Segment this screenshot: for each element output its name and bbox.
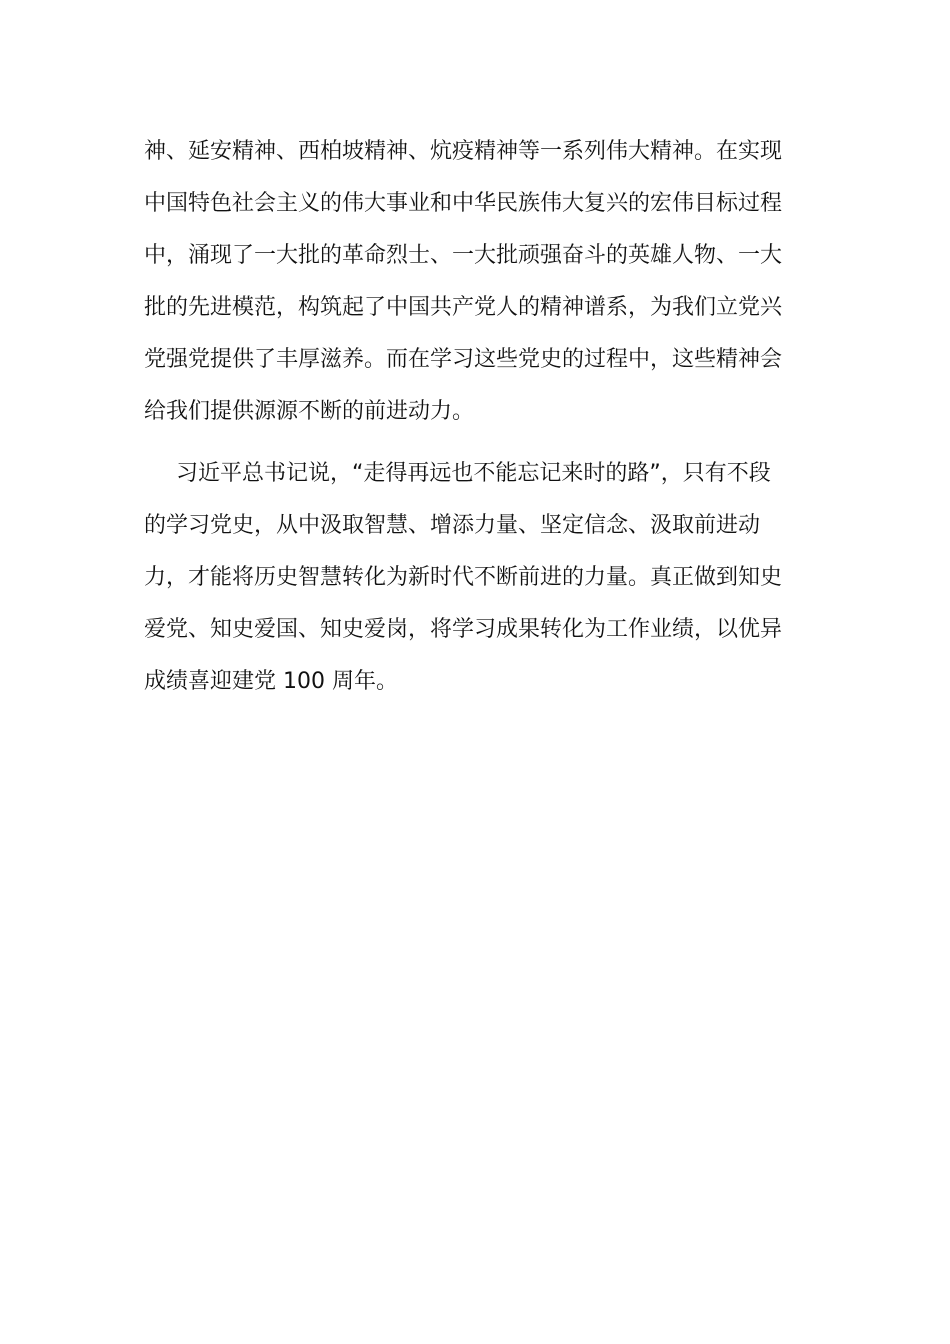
paragraph-2 [144, 452, 808, 712]
text-line: 给我们提供源源不断的前进动力。 [144, 399, 475, 424]
text-line: 党强党提供了丰厚滋养。而在学习这些党史的过程中，这些精神会 [144, 347, 783, 372]
text-line: 神、延安精神、西柏坡精神、炕疫精神等一系列伟大精神。在实现 [144, 139, 783, 164]
text-line: 成绩喜迎建党 100 周年。 [144, 669, 398, 694]
text-line: 批的先进模范，构筑起了中国共产党人的精神谱系，为我们立党兴 [144, 295, 783, 320]
text-line: 中国特色社会主义的伟大事业和中华民族伟大复兴的宏伟目标过程 [144, 191, 783, 216]
text-line: 爱党、知史爱国、知史爱岗，将学习成果转化为工作业绩，以优异 [144, 617, 783, 642]
paragraph-1 [144, 130, 808, 442]
text-line: 力，才能将历史智慧转化为新时代不断前进的力量。真正做到知史 [144, 565, 783, 590]
text-line: 习近平总书记说，“走得再远也不能忘记来时的路”，只有不段 [176, 461, 771, 486]
paragraph-spacing [144, 442, 808, 452]
text-line: 的学习党史，从中汲取智慧、增添力量、坚定信念、汲取前进动 [144, 513, 761, 538]
document-body [144, 130, 808, 712]
text-line: 中，涌现了一大批的革命烈士、一大批顽强奋斗的英雄人物、一大 [144, 243, 783, 268]
